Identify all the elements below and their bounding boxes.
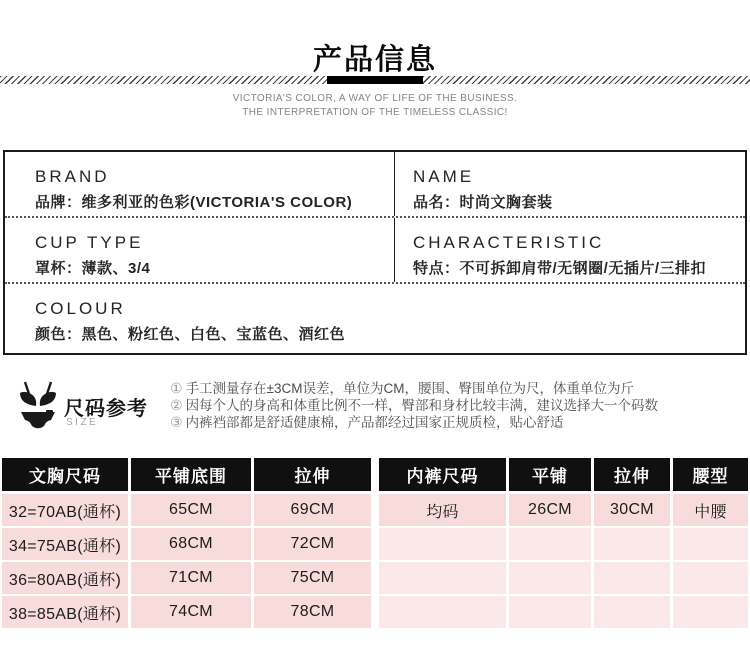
page-title: 产品信息 xyxy=(312,44,437,76)
colour-label-en: COLOUR xyxy=(35,299,126,318)
characteristic-cell xyxy=(394,218,745,282)
bra-header-stretch: 拉伸 xyxy=(254,458,371,491)
bra-row4-flat: 74CM xyxy=(131,596,251,628)
product-info-table xyxy=(3,150,747,355)
characteristic-value: 特点：不可拆卸肩带/无钢圈/无插片/三排扣 xyxy=(413,260,707,277)
name-value: 品名：时尚文胸套装 xyxy=(413,194,553,211)
table-row xyxy=(2,596,371,628)
tagline-line1: VICTORIA'S COLOR, A WAY OF LIFE OF THE BUSINESS. xyxy=(232,93,518,104)
bra-row2-size: 34=75AB(通杯) xyxy=(2,528,128,560)
panty-row2-flat xyxy=(509,528,591,560)
panty-row2-size xyxy=(379,528,506,560)
bra-header-size: 文胸尺码 xyxy=(2,458,128,491)
table-row xyxy=(2,494,371,526)
size-note-1 xyxy=(170,380,730,397)
cup-type-cell xyxy=(5,218,394,282)
panty-row1-flat: 26CM xyxy=(509,494,591,526)
bra-row2-flat: 68CM xyxy=(131,528,251,560)
info-row-cup-characteristic xyxy=(5,218,745,284)
panty-row1-stretch: 30CM xyxy=(594,494,670,526)
name-cell xyxy=(394,152,745,216)
characteristic-label-en: CHARACTERISTIC xyxy=(413,233,605,252)
bra-size-table xyxy=(2,458,371,630)
panty-header-stretch: 拉伸 xyxy=(594,458,670,491)
bra-row2-stretch: 72CM xyxy=(254,528,371,560)
table-row xyxy=(379,562,748,594)
panty-row2-stretch xyxy=(594,528,670,560)
panty-row3-waist xyxy=(673,562,748,594)
info-row-colour xyxy=(5,284,745,351)
table-row xyxy=(2,528,371,560)
note-3-bullet: ③ xyxy=(170,414,183,430)
size-reference-title: 尺码参考 xyxy=(64,398,148,420)
panty-row1-waist: 中腰 xyxy=(673,494,748,526)
panty-row2-waist xyxy=(673,528,748,560)
colour-value: 颜色：黑色、粉红色、白色、宝蓝色、酒红色 xyxy=(35,326,346,343)
bra-row1-stretch: 69CM xyxy=(254,494,371,526)
bra-row3-stretch: 75CM xyxy=(254,562,371,594)
panty-row3-stretch xyxy=(594,562,670,594)
note-2-bullet: ② xyxy=(170,397,183,413)
size-notes xyxy=(170,380,730,431)
note-1-bullet: ① xyxy=(170,380,183,396)
info-row-brand-name xyxy=(5,152,745,218)
table-row xyxy=(379,494,748,526)
size-reference-subtitle: SIZE xyxy=(66,417,99,428)
panty-header-waist: 腰型 xyxy=(673,458,748,491)
panty-row3-size xyxy=(379,562,506,594)
panty-row4-size xyxy=(379,596,506,628)
title-underline-bar xyxy=(327,76,423,84)
bra-row1-flat: 65CM xyxy=(131,494,251,526)
panty-header-flat: 平铺 xyxy=(509,458,591,491)
bra-header-flat: 平铺底围 xyxy=(131,458,251,491)
note-3-text: 内裤裆部都是舒适健康棉，产品都经过国家正规质检，贴心舒适 xyxy=(185,415,564,430)
panty-size-table xyxy=(379,458,748,630)
bra-row4-size: 38=85AB(通杯) xyxy=(2,596,128,628)
brand-tagline xyxy=(0,92,750,120)
brand-value: 品牌：维多利亚的色彩(VICTORIA'S COLOR) xyxy=(35,194,353,211)
panty-row3-flat xyxy=(509,562,591,594)
size-note-3 xyxy=(170,414,730,431)
note-2-text: 因每个人的身高和体重比例不一样，臀部和身材比较丰满，建议选择大一个码数 xyxy=(185,398,659,413)
panty-row4-waist xyxy=(673,596,748,628)
name-label-en: NAME xyxy=(413,167,475,186)
brand-label-en: BRAND xyxy=(35,167,110,186)
cup-type-value: 罩杯：薄款、3/4 xyxy=(35,260,151,277)
panty-row1-size: 均码 xyxy=(379,494,506,526)
bra-row4-stretch: 78CM xyxy=(254,596,371,628)
bra-table-header-row xyxy=(2,458,371,491)
panty-row4-stretch xyxy=(594,596,670,628)
tagline-line2: THE INTERPRETATION OF THE TIMELESS CLASSIC! xyxy=(242,107,508,118)
table-row xyxy=(379,596,748,628)
note-1-text: 手工测量存在±3CM误差，单位为CM，腰围、臀围单位为尺，体重单位为斤 xyxy=(185,381,634,396)
panty-table-header-row xyxy=(379,458,748,491)
table-row xyxy=(379,528,748,560)
bra-row1-size: 32=70AB(通杯) xyxy=(2,494,128,526)
size-note-2 xyxy=(170,397,730,414)
panty-header-size: 内裤尺码 xyxy=(379,458,506,491)
cup-type-label-en: CUP TYPE xyxy=(35,233,144,252)
bra-row3-size: 36=80AB(通杯) xyxy=(2,562,128,594)
panty-row4-flat xyxy=(509,596,591,628)
brand-cell xyxy=(5,152,394,216)
bra-panty-icon xyxy=(18,381,58,433)
table-row xyxy=(2,562,371,594)
bra-row3-flat: 71CM xyxy=(131,562,251,594)
colour-cell xyxy=(5,284,355,351)
